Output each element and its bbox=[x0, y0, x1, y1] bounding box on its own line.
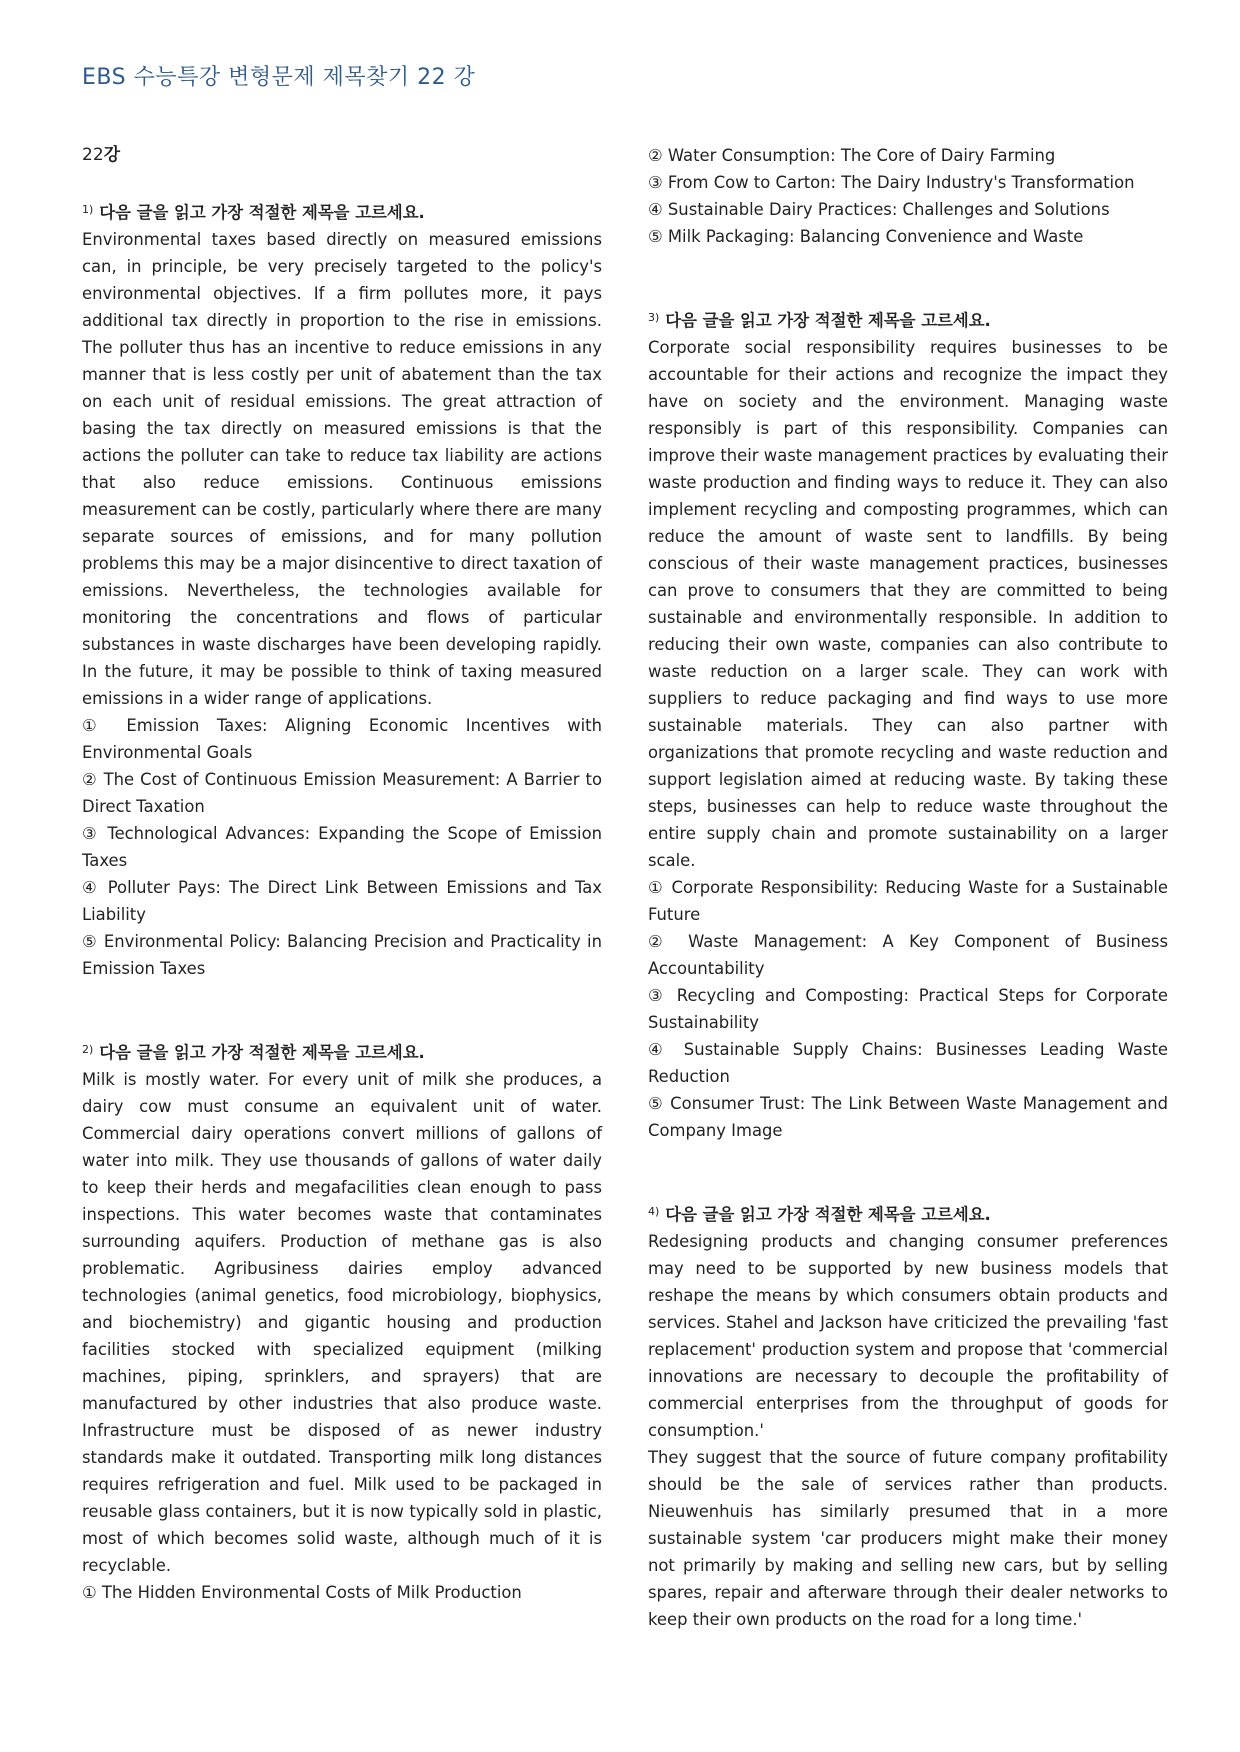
question-heading bbox=[82, 196, 602, 226]
question-instruction: 다음 글을 읽고 가장 적절한 제목을 고르세요. bbox=[99, 1043, 425, 1062]
question-number: 3) bbox=[648, 311, 660, 324]
question-passage: Milk is mostly water. For every unit of milk she produces, a dairy cow must consume an equivalent unit of water. Commercial dairy operations convert millions of gallons of water into milk. They use thousands of gallons of water daily to keep their herds and megafacilities clean enough to pass inspections. This water becomes waste that contaminates surrounding aquifers. Production of methane gas is also problematic. Agribusiness dairies employ advanced technologies (animal genetics, food microbiology, biophysics, and biochemistry) and gigantic housing and production facilities stocked with specialized equipment (milking machines, piping, sprinklers, and sprayers) that are manufactured by other industries that also produce waste. Infrastructure must be disposed of as newer industry standards make it outdated. Transporting milk long distances requires refrigeration and fuel. Milk used to be packaged in reusable glass containers, but it is now typically sold in plastic, most of which becomes solid waste, although much of it is recyclable. bbox=[82, 1070, 602, 1575]
option-5[interactable]: ⑤ Consumer Trust: The Link Between Waste Management and Company Image bbox=[648, 1094, 1168, 1140]
question-instruction: 다음 글을 읽고 가장 적절한 제목을 고르세요. bbox=[665, 1205, 991, 1224]
option-3[interactable]: ③ From Cow to Carton: The Dairy Industry's Transformation bbox=[648, 173, 1135, 192]
left-column bbox=[82, 142, 602, 1606]
question-passage-continued: They suggest that the source of future company profitability should be the sale of services rather than products. Nieuwenhuis has similarly presumed that in a more sustainable system 'car producers might make their money not primarily by making and selling new cars, but by selling spares, repair and afterware through their dealer networks to keep their own products on the road for a long time.' bbox=[648, 1448, 1168, 1629]
option-3[interactable]: ③ Recycling and Composting: Practical Steps for Corporate Sustainability bbox=[648, 986, 1168, 1032]
option-2[interactable]: ② Waste Management: A Key Component of Business Accountability bbox=[648, 932, 1168, 978]
option-5[interactable]: ⑤ Milk Packaging: Balancing Convenience and Waste bbox=[648, 227, 1084, 246]
question-passage: Redesigning products and changing consumer preferences may need to be supported by new business models that reshape the means by which consumers obtain products and services. Stahel and Jackson have criticized the prevailing 'fast replacement' production system and propose that 'commercial innovations are necessary to decouple the profitability of commercial enterprises from the throughput of goods for consumption.' bbox=[648, 1232, 1168, 1440]
question-instruction: 다음 글을 읽고 가장 적절한 제목을 고르세요. bbox=[99, 203, 425, 222]
option-4[interactable]: ④ Sustainable Supply Chains: Businesses Leading Waste Reduction bbox=[648, 1040, 1168, 1086]
option-1[interactable]: ① Corporate Responsibility: Reducing Waste for a Sustainable Future bbox=[648, 878, 1168, 924]
question-passage: Environmental taxes based directly on measured emissions can, in principle, be very precisely targeted to the policy's environmental objectives. If a firm pollutes more, it pays additional tax directly in proportion to the rise in emissions. The polluter thus has an incentive to reduce emissions in any manner that is less costly per unit of abatement than the tax on each unit of residual emissions. The great attraction of basing the tax directly on measured emissions is that the actions the polluter can take to reduce tax liability are actions that also reduce emissions. Continuous emissions measurement can be costly, particularly where there are many separate sources of emissions, and for many pollution problems this may be a major disincentive to direct taxation of emissions. Nevertheless, the technologies available for monitoring the concentrations and flows of particular substances in waste discharges have been developing rapidly. In the future, it may be possible to think of taxing measured emissions in a wider range of applications. bbox=[82, 230, 602, 708]
right-column bbox=[648, 142, 1168, 1633]
option-3[interactable]: ③ Technological Advances: Expanding the Scope of Emission Taxes bbox=[82, 824, 602, 870]
option-2[interactable]: ② The Cost of Continuous Emission Measurement: A Barrier to Direct Taxation bbox=[82, 770, 602, 816]
option-2[interactable]: ② Water Consumption: The Core of Dairy Farming bbox=[648, 146, 1056, 165]
option-4[interactable]: ④ Polluter Pays: The Direct Link Between Emissions and Tax Liability bbox=[82, 878, 602, 924]
page-header-title: EBS 수능특강 변형문제 제목찾기 22 강 bbox=[82, 65, 476, 90]
question-instruction: 다음 글을 읽고 가장 적절한 제목을 고르세요. bbox=[665, 311, 991, 330]
question-4 bbox=[648, 1198, 1168, 1633]
lesson-suffix: 강 bbox=[103, 145, 121, 165]
question-passage: Corporate social responsibility requires businesses to be accountable for their actions and recognize the impact they have on society and the environment. Managing waste responsibly is part of this responsibility. Companies can improve their waste management practices by evaluating their waste production and finding ways to reduce it. They can also implement recycling and composting programmes, which can reduce the amount of waste sent to landfills. By being conscious of their waste management practices, businesses can prove to consumers that they are committed to being sustainable and environmentally responsible. In addition to reducing their own waste, companies can also contribute to waste reduction on a larger scale. They can work with suppliers to reduce packaging and find ways to use more sustainable materials. They can also partner with organizations that promote recycling and waste reduction and support legislation aimed at reducing waste. By taking these steps, businesses can help to reduce waste throughout the entire supply chain and promote sustainability on a larger scale. bbox=[648, 338, 1168, 870]
question-2-continued bbox=[648, 142, 1168, 250]
question-2 bbox=[82, 1036, 602, 1606]
option-1[interactable]: ① The Hidden Environmental Costs of Milk Production bbox=[82, 1583, 522, 1602]
lesson-label bbox=[82, 142, 602, 169]
lesson-number: 22 bbox=[82, 145, 104, 165]
option-4[interactable]: ④ Sustainable Dairy Practices: Challenges and Solutions bbox=[648, 200, 1110, 219]
question-number: 2) bbox=[82, 1043, 94, 1056]
question-number: 1) bbox=[82, 203, 94, 216]
question-heading bbox=[648, 304, 1168, 334]
option-1[interactable]: ① Emission Taxes: Aligning Economic Incentives with Environmental Goals bbox=[82, 716, 602, 762]
question-heading bbox=[648, 1198, 1168, 1228]
question-1 bbox=[82, 196, 602, 982]
question-3 bbox=[648, 304, 1168, 1144]
option-5[interactable]: ⑤ Environmental Policy: Balancing Precision and Practicality in Emission Taxes bbox=[82, 932, 602, 978]
question-number: 4) bbox=[648, 1205, 660, 1218]
question-heading bbox=[82, 1036, 602, 1066]
